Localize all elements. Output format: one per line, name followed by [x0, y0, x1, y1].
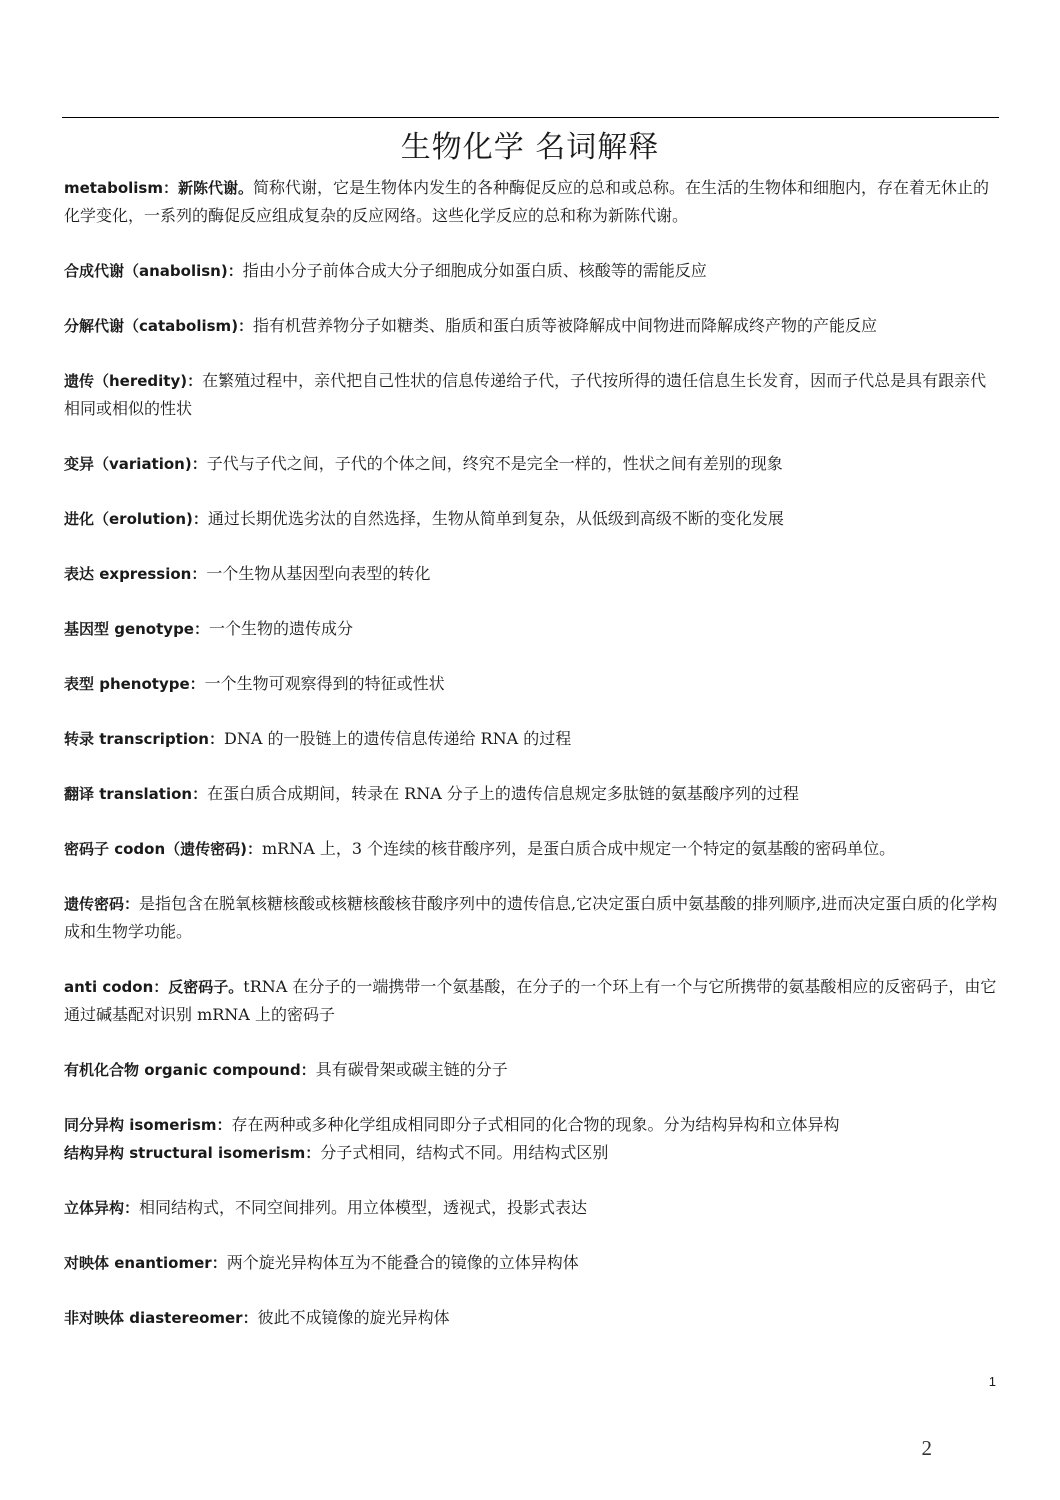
- glossary-entry: [64, 1304, 998, 1332]
- glossary-entry: [64, 780, 998, 808]
- entry-term: 遗传（heredity)：: [64, 372, 203, 390]
- entry-definition: 通过长期优选劣汰的自然选择，生物从简单到复杂，从低级到高级不断的变化发展: [207, 509, 784, 528]
- glossary-entry: [64, 615, 998, 643]
- entry-term: 立体异构：: [64, 1199, 140, 1217]
- entry-definition: tRNA 在分子的一端携带一个氨基酸，在分子的一个环上有一个与它所携带的氨基酸相应的反密码子，由它通过碱基配对识别 mRNA 上的密码子: [64, 977, 997, 1024]
- entry-definition: 一个生物从基因型向表型的转化: [206, 564, 431, 583]
- glossary-entry: [64, 1139, 998, 1167]
- entry-definition: 一个生物的遗传成分: [208, 619, 353, 638]
- glossary-entry: [64, 257, 998, 285]
- glossary-list: [64, 174, 998, 1332]
- entry-term: 变异（variation)：: [64, 455, 207, 473]
- glossary-entry: [64, 505, 998, 533]
- entry-definition: 彼此不成镜像的旋光异构体: [257, 1308, 450, 1327]
- entry-definition: 具有碳骨架或碳主链的分子: [315, 1060, 508, 1079]
- glossary-entry: [64, 367, 998, 423]
- entry-term: 同分异构 isomerism：: [64, 1116, 232, 1134]
- glossary-entry: [64, 835, 998, 863]
- glossary-entry: [64, 312, 998, 340]
- glossary-entry: [64, 725, 998, 753]
- glossary-entry: [64, 1249, 998, 1277]
- entry-term: 有机化合物 organic compound：: [64, 1061, 316, 1079]
- entry-term: 进化（erolution)：: [64, 510, 208, 528]
- entry-definition: 子代与子代之间，子代的个体之间，终究不是完全一样的，性状之间有差别的现象: [206, 454, 783, 473]
- page-number-scan: 2: [921, 1436, 932, 1460]
- glossary-entry: [64, 1056, 998, 1084]
- entry-term: 非对映体 diastereomer：: [64, 1309, 258, 1327]
- entry-definition: 分子式相同，结构式不同。用结构式区别: [320, 1143, 609, 1162]
- entry-definition: 在蛋白质合成期间，转录在 RNA 分子上的遗传信息规定多肽链的氨基酸序列的过程: [207, 784, 799, 803]
- entry-term: 合成代谢（anabolisn)：: [64, 262, 243, 280]
- entry-term: 密码子 codon（遗传密码)：: [64, 840, 262, 858]
- entry-definition: 两个旋光异构体互为不能叠合的镜像的立体异构体: [226, 1253, 579, 1272]
- entry-term: 结构异构 structural isomerism：: [64, 1144, 321, 1162]
- entry-definition: 一个生物可观察得到的特征或性状: [204, 674, 445, 693]
- entry-definition: DNA 的一股链上的遗传信息传递给 RNA 的过程: [223, 729, 572, 748]
- entry-definition: 存在两种或多种化学组成相同即分子式相同的化合物的现象。分为结构异构和立体异构: [231, 1115, 840, 1134]
- glossary-entry: [64, 670, 998, 698]
- entry-definition: 相同结构式，不同空间排列。用立体模型，透视式，投影式表达: [139, 1198, 588, 1217]
- entry-term: 遗传密码：: [64, 895, 140, 913]
- glossary-entry: [64, 1111, 998, 1139]
- entry-term: 基因型 genotype：: [64, 620, 209, 638]
- entry-term: 对映体 enantiomer：: [64, 1254, 227, 1272]
- page-title: 生物化学 名词解释: [400, 130, 660, 165]
- glossary-entry: [64, 973, 998, 1029]
- entry-term: 表达 expression：: [64, 565, 207, 583]
- glossary-entry: [64, 450, 998, 478]
- glossary-entry: [64, 1194, 998, 1222]
- entry-term: 转录 transcription：: [64, 730, 224, 748]
- entry-term: 分解代谢（catabolism)：: [64, 317, 254, 335]
- glossary-entry: [64, 174, 998, 230]
- entry-definition: 指由小分子前体合成大分子细胞成分如蛋白质、核酸等的需能反应: [242, 261, 707, 280]
- entry-definition: 指有机营养物分子如糖类、脂质和蛋白质等被降解成中间物进而降解成终产物的产能反应: [253, 316, 878, 335]
- entry-definition: 是指包含在脱氧核糖核酸或核糖核酸核苷酸序列中的遗传信息,它决定蛋白质中氨基酸的排列顺序,进而决定蛋白质的化学构成和生物学功能。: [64, 894, 998, 941]
- entry-term: metabolism：新陈代谢。: [64, 179, 253, 197]
- entry-definition: mRNA 上，3 个连续的核苷酸序列，是蛋白质合成中规定一个特定的氨基酸的密码单位。: [262, 839, 896, 858]
- entry-term: 翻译 translation：: [64, 785, 208, 803]
- entry-definition: 简称代谢，它是生物体内发生的各种酶促反应的总和或总称。在生活的生物体和细胞内，存在着无休止的化学变化，一系列的酶促反应组成复杂的反应网络。这些化学反应的总和称为新陈代谢。: [64, 178, 989, 225]
- header-rule: [62, 117, 999, 118]
- entry-term: anti codon：反密码子。: [64, 978, 244, 996]
- glossary-entry: [64, 560, 998, 588]
- page-number-footer: 1: [988, 1374, 996, 1389]
- entry-definition: 在繁殖过程中，亲代把自己性状的信息传递给子代，子代按所得的遗任信息生长发育，因而子代总是具有跟亲代相同或相似的性状: [64, 371, 987, 418]
- glossary-entry: [64, 890, 998, 946]
- entry-term: 表型 phenotype：: [64, 675, 205, 693]
